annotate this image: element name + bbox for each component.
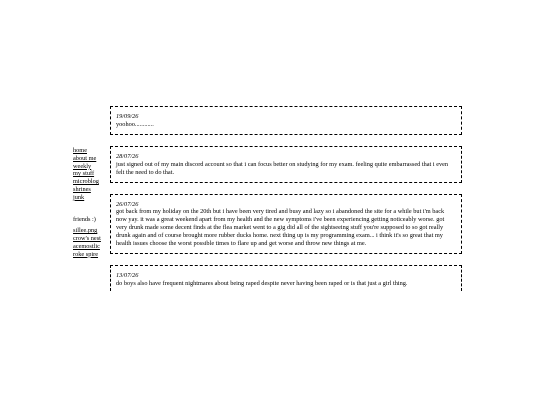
friend-link-acemostlic[interactable]: acemostlic: [73, 242, 100, 250]
nav-link-home[interactable]: home: [73, 147, 87, 154]
nav-link-shrines[interactable]: shrines: [73, 185, 91, 193]
nav-link-microblog[interactable]: microblog: [73, 178, 99, 186]
nav-link-my-stuff[interactable]: my stuff: [73, 170, 95, 178]
post-body: yoohoo............: [116, 120, 154, 128]
post-entry: [110, 146, 462, 183]
post-date: 28/07/26: [116, 152, 139, 160]
post-body: got back from my holiday on the 20th but i have been very tired and busy and lazy so i abandoned the site for a while but i'm back now yay. it was a great weekend apart from my health and the new symptoms i've been experiencing getting noticeably worse. got very drunk made some decent finds at the flea market went to a gig did all of the sightseeing stuff you're supposed to so got really drunk again and of course brought more rubber ducks home. next thing up is my programming exam... i think it's so great that my health issues choose the worst possible times to flare up and get worse and throw new things at me.: [116, 208, 445, 248]
friend-link-roke-spire[interactable]: roke spire: [73, 250, 99, 258]
post-date: 26/07/26: [116, 200, 139, 208]
nav-link-junk[interactable]: junk: [73, 193, 85, 201]
microblog-feed: [110, 106, 462, 291]
friend-link-crows-nest[interactable]: crow's nest: [73, 235, 101, 243]
post-date: 13/07/26: [116, 271, 139, 279]
nav-link-about-me[interactable]: about me: [73, 154, 97, 162]
nav-link-weekly[interactable]: weekly: [73, 162, 92, 170]
post-entry: [110, 106, 462, 135]
post-body: just signed out of my main discord account so that i can focus better on studying for my exam. feeling quite embarrassed that i even felt the need to do that.: [116, 160, 449, 176]
post-date: 19/09/26: [116, 113, 139, 120]
post-entry: [110, 194, 462, 254]
post-body: do boys also have frequent nightmares about being raped despite never having been raped or is that just a girl thing.: [116, 279, 408, 287]
friend-link-sillee[interactable]: sillee.png: [73, 227, 98, 235]
friends-heading: friends :): [73, 215, 96, 223]
sidebar-nav: [73, 147, 109, 259]
post-entry: [110, 265, 462, 291]
